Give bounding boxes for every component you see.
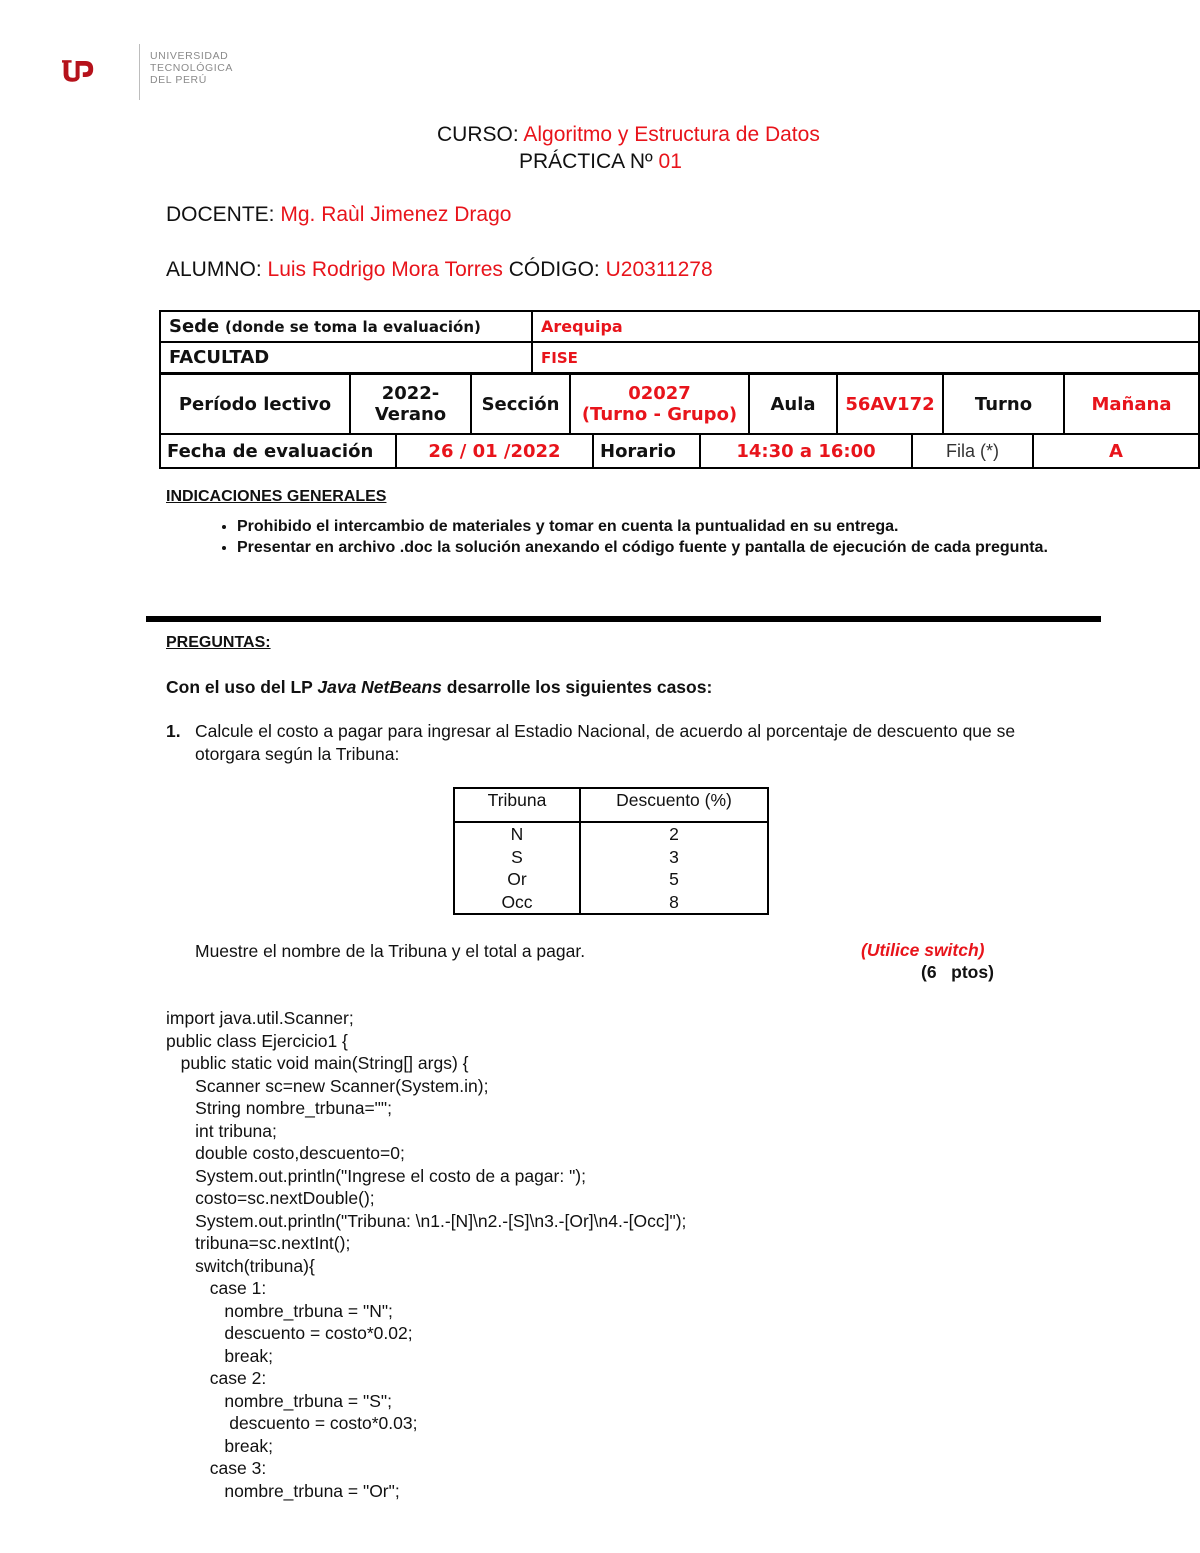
fila-label-cell: Fila (*) xyxy=(911,433,1034,469)
code-line: costo=sc.nextDouble(); xyxy=(166,1188,375,1208)
switch-hint: (Utilice switch) xyxy=(861,940,985,960)
indicaciones-title: INDICACIONES GENERALES xyxy=(166,488,387,505)
code-line: import java.util.Scanner; xyxy=(166,1008,354,1028)
preguntas-intro: Con el uso del LP Java NetBeans desarrolle los siguientes casos: xyxy=(166,677,713,697)
indicaciones-list xyxy=(166,516,1067,558)
aula-value-cell: 56AV172 xyxy=(836,373,944,435)
periodo-label-cell: Período lectivo xyxy=(159,373,351,435)
code-line: tribuna=sc.nextInt(); xyxy=(166,1233,351,1253)
muestre-text: Muestre el nombre de la Tribuna y el total a pagar. xyxy=(195,941,586,961)
table-cell: 2 3 5 8 xyxy=(580,822,768,914)
code-line: String nombre_trbuna=""; xyxy=(166,1098,392,1118)
points: (6 ptos) xyxy=(921,962,994,982)
utp-logo xyxy=(62,38,142,104)
preguntas-title: PREGUNTAS: xyxy=(166,634,271,651)
fecha-label-cell: Fecha de evaluación xyxy=(159,433,397,469)
code-line: case 3: xyxy=(166,1458,267,1478)
code-line: System.out.println("Ingrese el costo de a pagar: "); xyxy=(166,1165,586,1186)
fila-value-cell: A xyxy=(1032,433,1200,469)
practice-line: PRÁCTICA Nº 01 xyxy=(519,150,682,173)
code-line: System.out.println("Tribuna: \n1.-[N]\n2.-[S]\n3.-[Or]\n4.-[Occ]"); xyxy=(166,1210,687,1231)
teacher-line: DOCENTE: Mg. Raùl Jimenez Drago xyxy=(166,203,512,226)
table-header: Descuento (%) xyxy=(580,788,768,822)
code-line: nombre_trbuna = "N"; xyxy=(166,1300,393,1321)
code-block xyxy=(166,1007,686,1502)
course-line: CURSO: Algoritmo y Estructura de Datos xyxy=(437,123,820,146)
table-cell: N S Or Occ xyxy=(454,822,580,914)
code-line: descuento = costo*0.03; xyxy=(166,1413,418,1433)
section-divider xyxy=(146,616,1101,622)
code-line: descuento = costo*0.02; xyxy=(166,1323,413,1343)
discount-table xyxy=(453,787,769,915)
fecha-value-cell: 26 / 01 /2022 xyxy=(395,433,594,469)
code-line: nombre_trbuna = "S"; xyxy=(166,1390,392,1411)
turno-label-cell: Turno xyxy=(942,373,1065,435)
logo-divider xyxy=(139,44,140,100)
seccion-label-cell: Sección xyxy=(470,373,571,435)
university-name: UNIVERSIDAD TECNOLÓGICA DEL PERÚ xyxy=(150,50,234,86)
question-text: Calcule el costo a pagar para ingresar al Estadio Nacional, de acuerdo al porcentaje de descuento que se otorgara según la Tribuna: xyxy=(195,721,1016,764)
periodo-value-cell: 2022- Verano xyxy=(349,373,472,435)
code-line: switch(tribuna){ xyxy=(166,1255,315,1276)
horario-label-cell: Horario xyxy=(592,433,701,469)
code-line: break; xyxy=(166,1345,273,1366)
code-line: int tribuna; xyxy=(166,1120,277,1141)
table-header: Tribuna xyxy=(454,788,580,822)
facultad-label-cell: FACULTAD xyxy=(159,341,533,374)
code-line: public class Ejercicio1 { xyxy=(166,1030,348,1051)
table-body-row xyxy=(454,822,768,914)
code-line: case 2: xyxy=(166,1368,267,1388)
student-line: ALUMNO: Luis Rodrigo Mora Torres CÓDIGO: U20311278 xyxy=(166,258,713,281)
seccion-value-cell: 02027 (Turno - Grupo) xyxy=(569,373,750,435)
list-item: • Presentar en archivo .doc la solución anexando el código fuente y pantalla de ejecución de cada pregunta. xyxy=(237,537,1067,558)
horario-value-cell: 14:30 a 16:00 xyxy=(699,433,913,469)
aula-label-cell: Aula xyxy=(748,373,838,435)
list-item: • Prohibido el intercambio de materiales y tomar en cuenta la puntualidad en su entrega. xyxy=(237,516,1067,537)
turno-value-cell: Mañana xyxy=(1063,373,1200,435)
code-line: Scanner sc=new Scanner(System.in); xyxy=(166,1075,489,1096)
code-line: break; xyxy=(166,1435,273,1456)
facultad-value-cell: FISE xyxy=(531,341,1200,374)
question-number: 1. xyxy=(166,721,181,741)
sede-label-cell: Sede (donde se toma la evaluación) xyxy=(159,310,533,343)
sede-value-cell: Arequipa xyxy=(531,310,1200,343)
code-line: nombre_trbuna = "Or"; xyxy=(166,1480,400,1501)
code-line: case 1: xyxy=(166,1278,267,1298)
table-header-row xyxy=(454,788,768,822)
code-line: public static void main(String[] args) { xyxy=(166,1053,469,1073)
code-line: double costo,descuento=0; xyxy=(166,1143,405,1163)
